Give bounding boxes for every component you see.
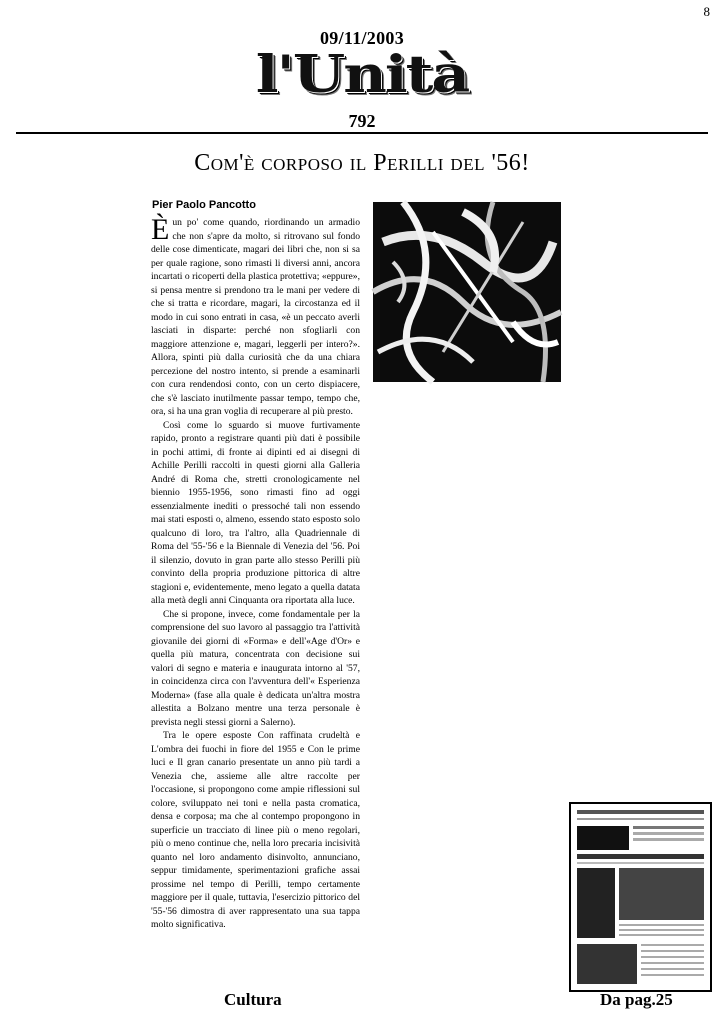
edition-number: 792: [348, 111, 376, 131]
article-paragraph: [151, 213, 360, 419]
article-author: Pier Paolo Pancotto: [152, 199, 256, 211]
drop-cap: È: [151, 213, 170, 246]
article-headline: Com'è corposo il Perilli del '56!: [194, 150, 530, 176]
paragraph-text: un po' come quando, riordinando un armadio che non s'apre da molto, si ritrovano sul fondo delle cose dimenticate, magari dei libri che, non si sa per quale ragione, sono rimasti li diversi anni, ancora incartati o ricoperti della plastica protettiva; «eppure», si pensa mentre si prendono tra le mani per vedere di che si tratta e ricordare, magari, la circostanza ed il modo in cui sono entrati in casa, «è un peccato averli lasciati in disparte: perché non sfogliarli con maggiore attenzione e, magari, leggerli per intero?». Allora, spinti più dalla curiosità che da una chiara percezione del nostro intento, si prende a esaminarli con cura rendendosi conto, con un certo dispiacere, che s'è lasciato inutilmente passar tempo, tempo che, ora, si ha una gran voglia di recuperare al più presto.: [151, 217, 360, 417]
article-paragraph: Così come lo sguardo si muove furtivamente rapido, pronto a registrare quanti più dati è possibile in pochi attimi, di fronte ai dipinti ed ai disegni di Achille Perilli raccolti in questi giorni alla Galleria André di Roma che, stretti cronologicamente nel biennio 1955-1956, sono rimasti fino ad oggi essenzialmente inediti o pressoché tali non essendo mai stati esposti o, almeno, essendo stato esposto solo qualcuno di loro, tra l'altro, alla Quadriennale di Roma del '55-'56 e la Biennale di Venezia del '56. Poi il silenzio, dovuto in gran parte allo stesso Perilli più convinto della propria produzione pittorica di altre stagioni e, evidentemente, meno legato a quella datata alla metà degli anni Cinquanta ora riportata alla luce.: [151, 419, 360, 606]
article-paragraph: Che si propone, invece, come fondamentale per la comprensione del suo lavoro al passaggio tra l'attività giovanile dei giorni di «Forma» e dell'«Age d'Or» e quella più matura, concentrata con decisione sui valori di segno e materia e inaugurata intorno al '57, in coincidenza circa con l'avventura dell'« Esperienza Moderna» (fase alla quale è dedicata un'altra mostra allestita a Bolzano mentre una terza personale è prevista negli stessi giorni a Salerno).: [151, 608, 360, 728]
issue-date: 09/11/2003: [319, 28, 404, 48]
continuation-note: Da pag.25: [600, 990, 673, 1009]
newspaper-page-preview-image: [571, 804, 710, 990]
header-divider: [16, 132, 708, 134]
page-thumbnail: [569, 802, 712, 992]
article-paragraph: Tra le opere esposte Con raffinata crudeltà e L'ombra dei fuochi in fiore del 1955 e Con le prime luci e Il gran canario presentate un anno più tardi a Venezia che, assieme alle altre raccolte per l'occasione, si propongono come ampie riflessioni sul colore, sviluppato nei toni e nella pasta cromatica, densa e corposa; ma che al contempo propongono in superficie un tracciato di linee più o meno regolari, più o meno continue che, nella loro precaria incisività quanto nel loro andamento disinvolto, annunciano, seppur timidamente, sperimentazioni grafiche assai prossime nel tempo di Perilli, tempo certamente maggiore per il quale, tuttavia, l'esercizio pittorico del '55-'56 dimostra di aver rappresentato una sua tappa molto significativa.: [151, 730, 360, 930]
abstract-painting-image: [373, 202, 561, 382]
newspaper-masthead: l'Unità: [255, 44, 469, 106]
artwork-photo: [373, 202, 561, 382]
article-body: [151, 213, 360, 930]
page-number: 8: [703, 4, 710, 19]
section-name: Cultura: [224, 990, 282, 1009]
